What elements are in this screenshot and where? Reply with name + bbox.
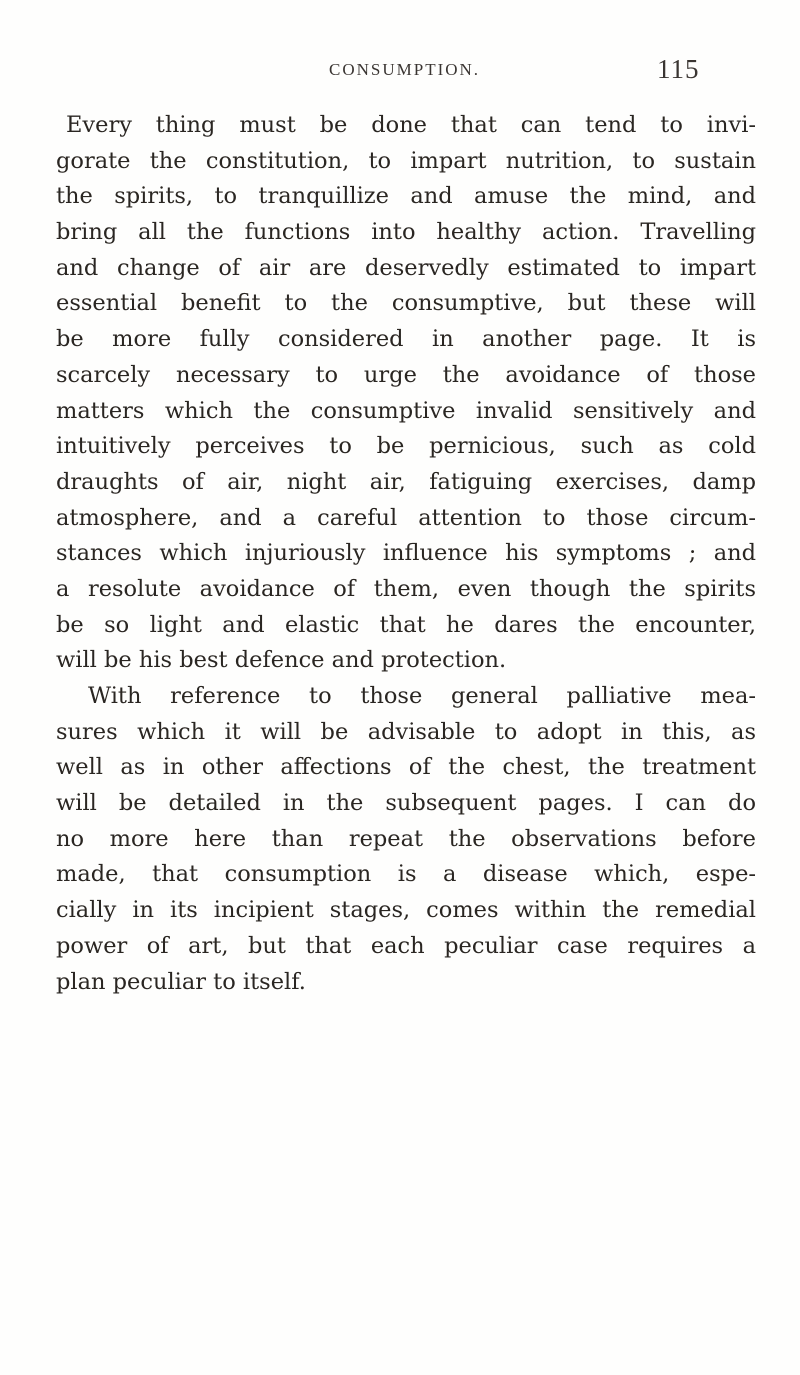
text-line: sures which it will be advisable to adopt in this, as [56, 718, 756, 745]
body-text [56, 108, 756, 1000]
text-line: well as in other affections of the chest, the treatment [56, 754, 756, 781]
text-line: will be detailed in the subsequent pages. I can do [56, 790, 756, 817]
text-line: Every thing must be done that can tend to invi- [66, 112, 756, 138]
text-line: made, that consumption is a disease which, espe- [56, 861, 756, 888]
text-line: cially in its incipient stages, comes within the remedial [56, 897, 756, 924]
text-line: be more fully considered in another page. It is [56, 326, 756, 353]
page-number: 115 [657, 54, 700, 84]
text-line: gorate the constitution, to impart nutrition, to sustain [56, 147, 756, 174]
text-line: plan peculiar to itself. [56, 968, 306, 995]
text-line: matters which the consumptive invalid sensitively and [56, 397, 756, 424]
text-line: the spirits, to tranquillize and amuse the mind, and [56, 183, 756, 210]
running-head [0, 54, 800, 90]
text-line: a resolute avoidance of them, even though the spirits [56, 575, 756, 602]
text-line: intuitively perceives to be pernicious, such as cold [56, 433, 756, 460]
text-line: atmosphere, and a careful attention to those circum- [56, 504, 756, 531]
text-line: bring all the functions into healthy action. Travelling [56, 219, 756, 246]
running-title: CONSUMPTION. [329, 60, 481, 79]
text-line: scarcely necessary to urge the avoidance of those [56, 361, 756, 388]
text-line: will be his best defence and protection. [56, 647, 507, 674]
text-line: With reference to those general palliative mea- [88, 683, 756, 709]
text-line: essential benefit to the consumptive, but these will [56, 290, 756, 317]
text-line: power of art, but that each peculiar case requires a [56, 932, 756, 959]
text-line: and change of air are deservedly estimated to impart [56, 254, 756, 281]
text-line: no more here than repeat the observations before [56, 825, 756, 852]
text-line: stances which injuriously influence his symptoms ; and [56, 540, 756, 567]
text-line: draughts of air, night air, fatiguing exercises, damp [56, 468, 756, 495]
text-line: be so light and elastic that he dares the encounter, [56, 611, 756, 638]
